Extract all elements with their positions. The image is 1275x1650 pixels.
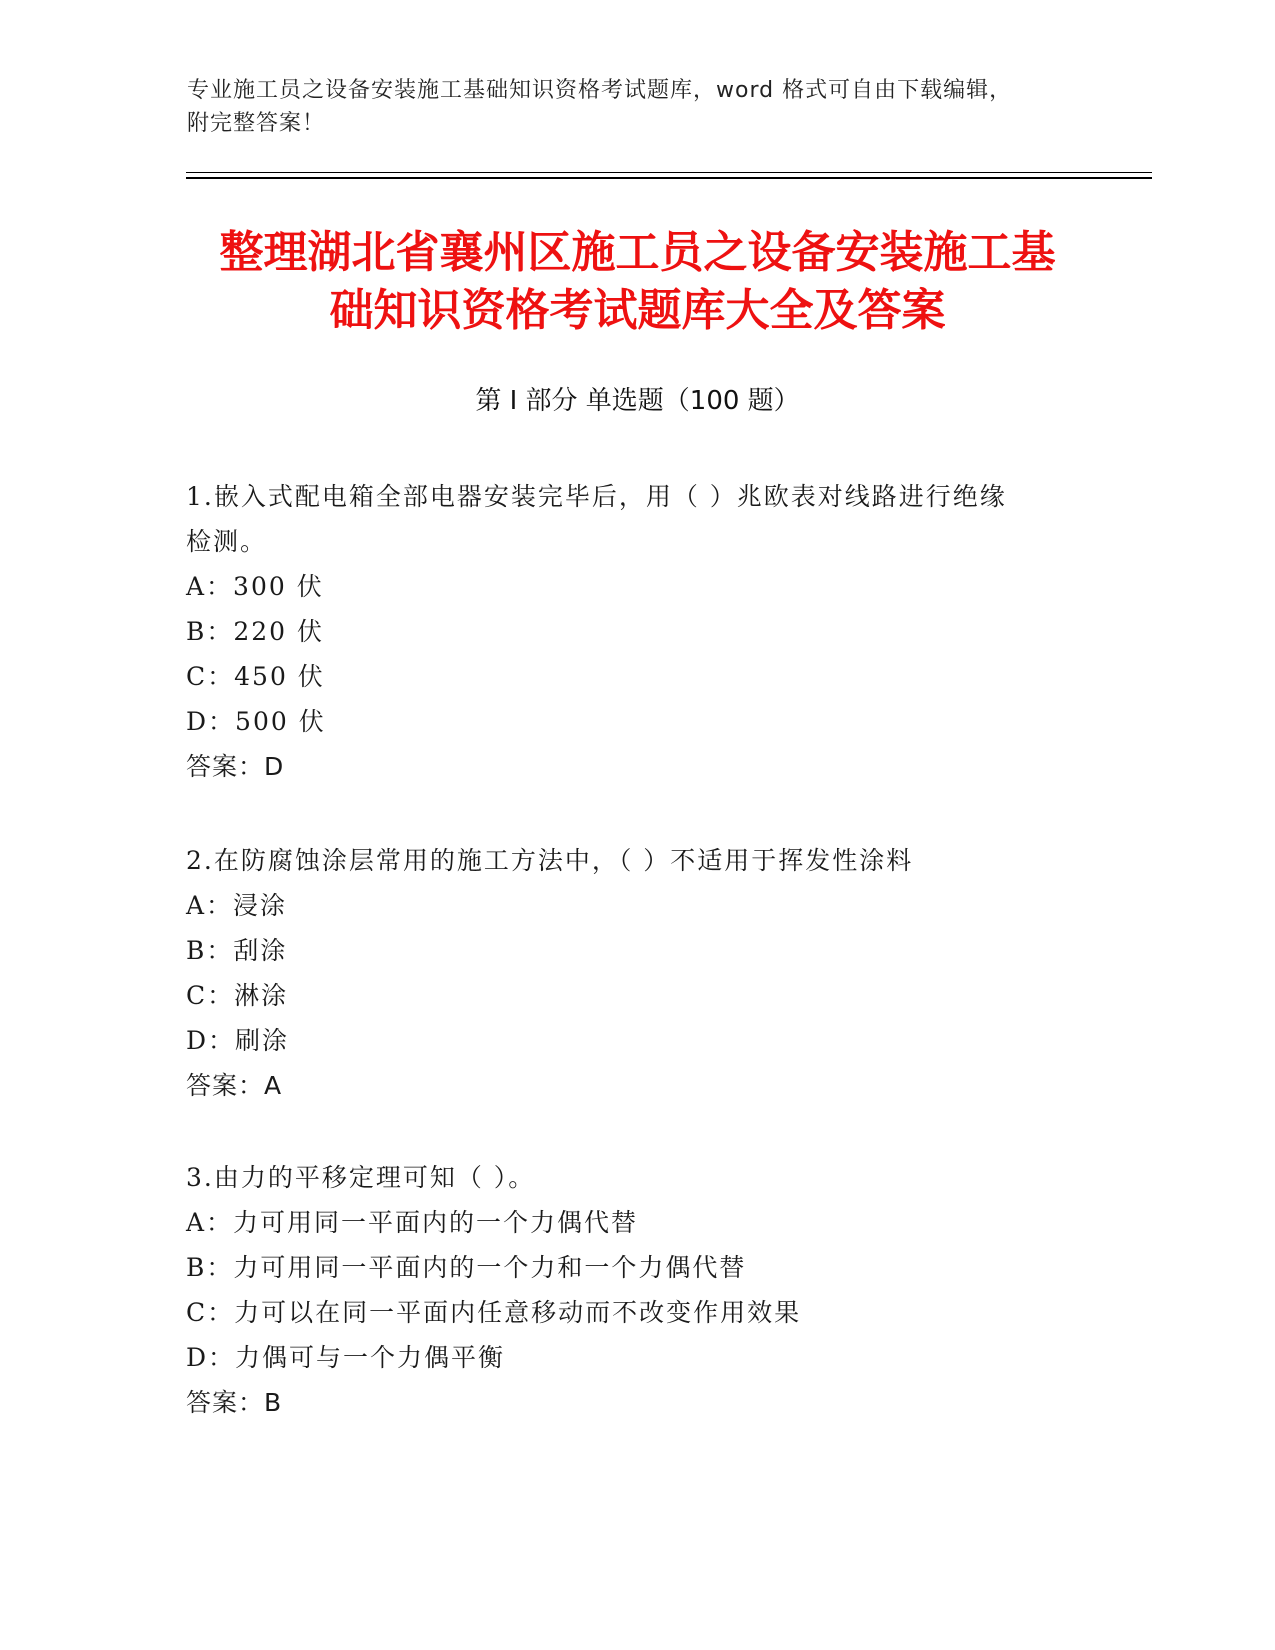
document-title-line2: 础知识资格考试题库大全及答案 [329, 285, 946, 336]
question-stem: 3.由力的平移定理可知（ ）。 [186, 1163, 536, 1192]
option-d: D：力偶可与一个力偶平衡 [186, 1343, 506, 1372]
question-2 [186, 838, 1086, 1108]
option-c: C：淋涂 [186, 981, 289, 1010]
answer: 答案：D [186, 752, 285, 781]
answer: 答案：B [186, 1388, 283, 1417]
option-d: D：刷涂 [186, 1026, 290, 1055]
document-title [0, 224, 1275, 340]
header-divider-thick [186, 177, 1152, 179]
header-note-line2: 附完整答案！ [187, 111, 326, 136]
option-c: C：450 伏 [186, 662, 325, 691]
question-1 [186, 474, 1086, 789]
question-stem-continued: 检测。 [186, 527, 268, 556]
answer: 答案：A [186, 1071, 283, 1100]
option-a: A：浸涂 [186, 891, 288, 920]
header-divider-thin [186, 172, 1152, 173]
option-c: C：力可以在同一平面内任意移动而不改变作用效果 [186, 1298, 802, 1327]
document-title-line1: 整理湖北省襄州区施工员之设备安装施工基 [219, 227, 1056, 278]
option-a: A：300 伏 [186, 572, 324, 601]
option-b: B：220 伏 [186, 617, 325, 646]
option-a: A：力可用同一平面内的一个力偶代替 [186, 1208, 639, 1237]
header-note [187, 74, 1087, 140]
question-3 [186, 1155, 1086, 1425]
section-heading: 第 I 部分 单选题（100 题） [475, 386, 800, 416]
option-b: B：力可用同一平面内的一个力和一个力偶代替 [186, 1253, 747, 1282]
question-stem: 1.嵌入式配电箱全部电器安装完毕后，用（ ）兆欧表对线路进行绝缘 [186, 482, 1007, 511]
option-b: B：刮涂 [186, 936, 288, 965]
question-stem: 2.在防腐蚀涂层常用的施工方法中，（ ）不适用于挥发性涂料 [186, 846, 914, 875]
header-note-line1: 专业施工员之设备安装施工基础知识资格考试题库，word 格式可自由下载编辑， [187, 78, 1013, 103]
option-d: D：500 伏 [186, 707, 326, 736]
